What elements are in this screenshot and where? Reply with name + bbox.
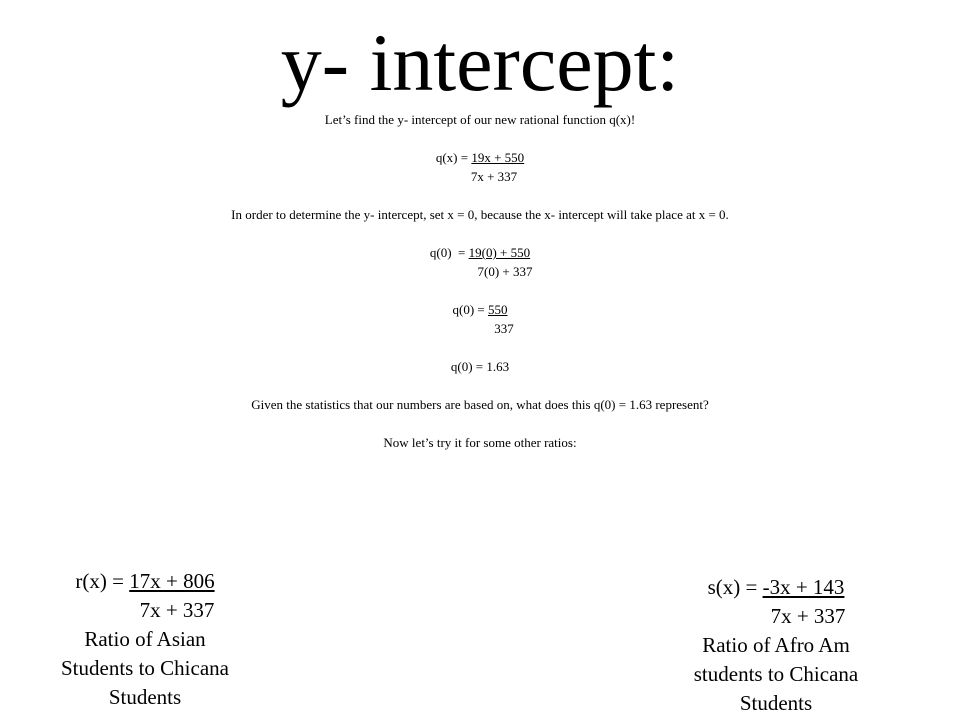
q0-result: q(0) = 1.63 [450,359,510,374]
q0-substitution-numerator: 19(0) + 550 [468,245,531,260]
r-caption-line-3: Students [108,685,182,709]
s-caption-line-2: students to Chicana [693,662,859,686]
s-caption-line-1: Ratio of Afro Am [702,633,850,657]
q0-simplified-numerator: 550 [488,302,508,317]
question-text: Given the statistics that our numbers are based on, what does this q(0) = 1.63 represent? [251,397,709,412]
s-lhs: s(x) = [707,575,763,599]
spacer [0,376,960,395]
q0-substitution-denominator: 7(0) + 337 [477,264,533,279]
spacer [0,186,960,205]
q0-substitution-numerator-line [0,243,960,262]
r-lhs: r(x) = [75,569,130,593]
q0-substitution-lhs: q(0) = [429,245,469,260]
r-function-block [5,567,285,712]
r-numerator-line [5,567,285,596]
q0-simplified-numerator-line [0,300,960,319]
r-denominator: 7x + 337 [139,598,215,622]
q-definition-numerator: 19x + 550 [471,150,525,165]
q0-simplified-denominator: 337 [494,321,514,336]
q-definition-lhs: q(x) = [435,150,472,165]
q0-simplified-denominator-line [0,319,960,338]
s-function-block [636,573,916,718]
q0-substitution-denominator-line [0,262,960,281]
q-definition-denominator-line [0,167,960,186]
spacer [0,281,960,300]
slide-body [0,110,960,452]
instruction-text: In order to determine the y- intercept, set x = 0, because the x- intercept will take place at x = 0. [231,207,729,222]
q-definition-denominator: 7x + 337 [470,169,518,184]
r-caption-line-1: Ratio of Asian [84,627,206,651]
s-caption-line-3: Students [739,691,813,715]
followup-text: Now let’s try it for some other ratios: [383,435,577,450]
q0-simplified-lhs: q(0) = [452,302,488,317]
spacer [0,414,960,433]
spacer [0,224,960,243]
intro-text: Let’s find the y- intercept of our new rational function q(x)! [324,112,636,127]
spacer [0,129,960,148]
s-numerator-line [636,573,916,602]
spacer [0,338,960,357]
s-numerator: -3x + 143 [762,575,845,599]
r-caption-line-2: Students to Chicana [61,656,229,680]
s-denominator: 7x + 337 [770,604,846,628]
slide-title: y- intercept: [280,17,680,108]
r-denominator-line [5,596,285,625]
q-definition-numerator-line [0,148,960,167]
r-numerator: 17x + 806 [129,569,215,593]
s-denominator-line [636,602,916,631]
